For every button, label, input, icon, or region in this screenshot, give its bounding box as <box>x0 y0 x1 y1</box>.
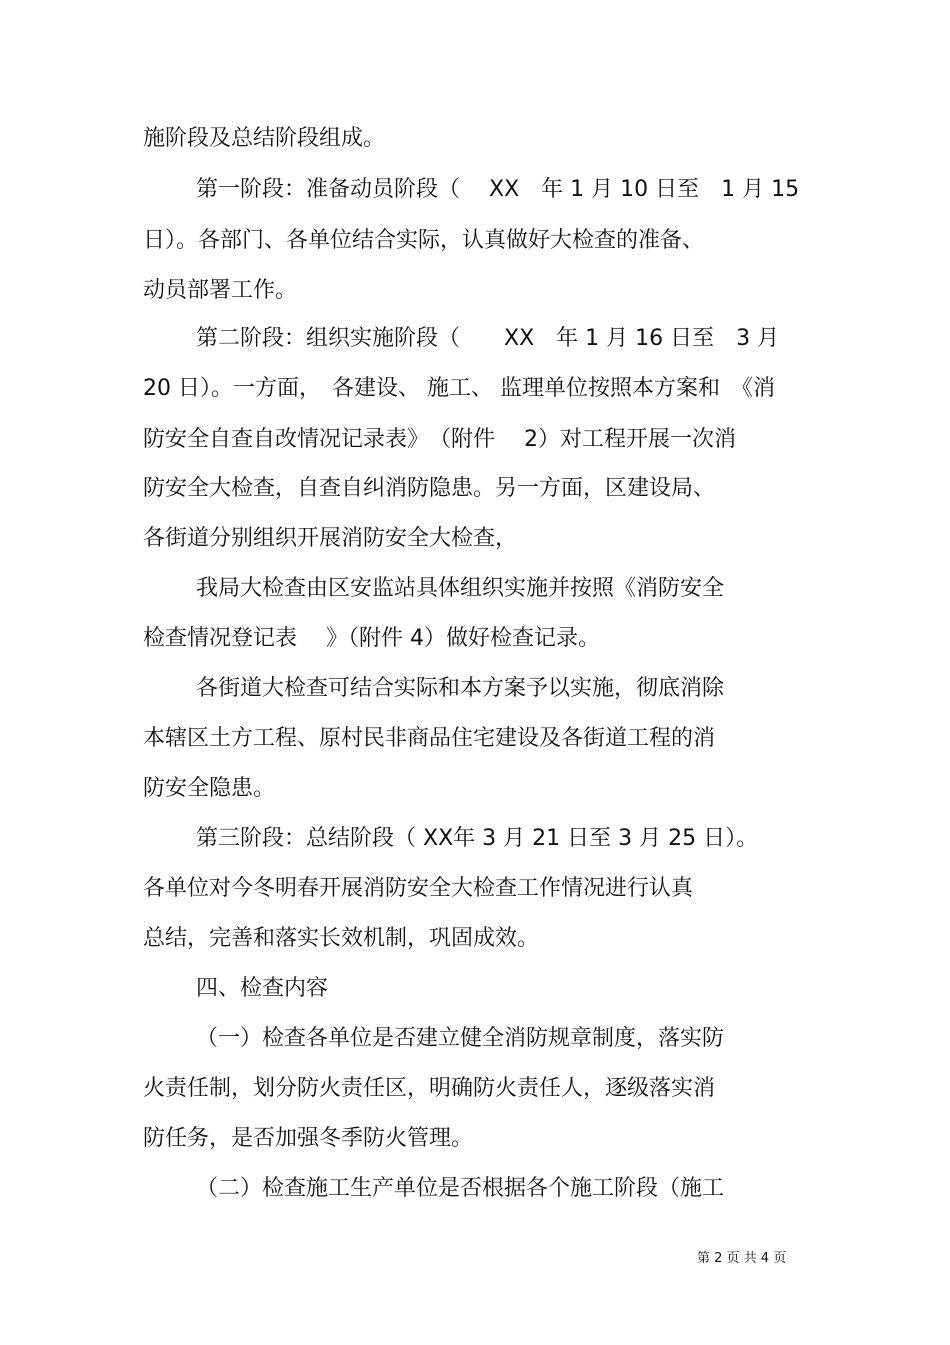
text-line: 各街道分别组织开展消防安全大检查， <box>143 526 518 551</box>
text-line: 防安全自查自改情况记录表》 （附件 2）对工程开展一次消 <box>143 427 736 452</box>
page-number-footer: 第 2 页 共 4 页 <box>697 1251 787 1266</box>
text-line: 动员部署工作。 <box>143 278 298 303</box>
text-line: 第一阶段：准备动员阶段（ XX 年 1 月 10 日至 1 月 15 <box>196 177 800 202</box>
text-line: 防安全大检查，自查自纠消防隐患。另一方面，区建设局、 <box>143 476 716 501</box>
text-line: 总结，完善和落实长效机制，巩固成效。 <box>143 926 540 951</box>
text-line: 火责任制，划分防火责任区，明确防火责任人，逐级落实消 <box>143 1076 716 1101</box>
text-line: 各单位对今冬明春开展消防安全大检查工作情况进行认真 <box>143 876 694 901</box>
text-line: 本辖区土方工程、原村民非商品住宅建设及各街道工程的消 <box>143 726 716 751</box>
text-line: （二）检查施工生产单位是否根据各个施工阶段（施工 <box>196 1176 725 1201</box>
text-line: 检查情况登记表 》（附件 4）做好检查记录。 <box>143 626 600 651</box>
text-line: 防任务，是否加强冬季防火管理。 <box>143 1126 474 1151</box>
section-heading: 四、检查内容 <box>196 976 329 1001</box>
text-line: 20 日）。一方面， 各建设、 施工、 监理单位按照本方案和 《消 <box>143 376 775 401</box>
text-line: （一）检查各单位是否建立健全消防规章制度，落实防 <box>196 1026 725 1051</box>
text-line: 施阶段及总结阶段组成。 <box>143 126 386 151</box>
text-line: 第三阶段：总结阶段（ XX年 3 月 21 日至 3 月 25 日）。 <box>196 826 759 851</box>
text-line: 各街道大检查可结合实际和本方案予以实施，彻底消除 <box>196 676 725 701</box>
text-line: 防安全隐患。 <box>143 776 276 801</box>
text-line: 日）。各部门、各单位结合实际，认真做好大检查的准备、 <box>143 228 705 253</box>
text-line: 我局大检查由区安监站具体组织实施并按照《消防安全 <box>196 576 725 601</box>
text-line: 第二阶段：组织实施阶段（ XX 年 1 月 16 日至 3 月 <box>196 326 780 351</box>
